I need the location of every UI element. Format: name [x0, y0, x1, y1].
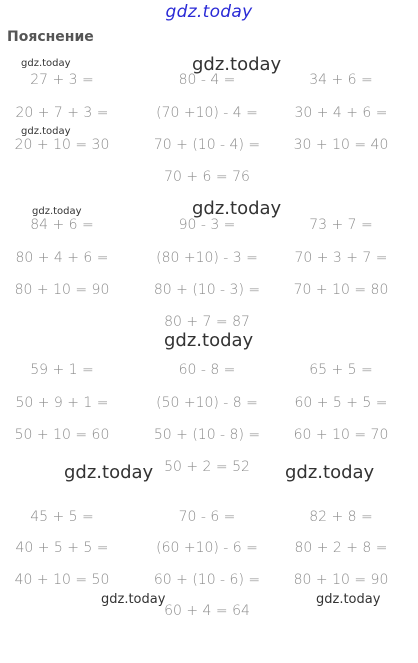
equation: 40 + 10 = 50	[14, 572, 110, 588]
equation: 70 + 10 = 80	[293, 282, 389, 298]
equation: 30 + 4 + 6 =	[294, 105, 388, 121]
equation: 80 + 4 + 6 =	[15, 250, 109, 266]
equation-result: 60 + 4 = 64	[164, 603, 250, 619]
watermark: gdz.today	[164, 330, 254, 351]
equation: 27 + 3 =	[30, 72, 94, 88]
equation: (50 +10) - 8 =	[156, 395, 258, 411]
equation: 60 - 8 =	[178, 362, 236, 378]
equation: 40 + 5 + 5 =	[15, 540, 109, 556]
equation: 90 - 3 =	[178, 217, 236, 233]
equation: 60 + (10 - 6) =	[153, 572, 261, 588]
equation: 50 + 10 = 60	[14, 427, 110, 443]
equation: 60 + 5 + 5 =	[294, 395, 388, 411]
equation: 80 + 10 = 90	[14, 282, 110, 298]
equation: 50 + (10 - 8) =	[153, 427, 261, 443]
equation: 70 + 3 + 7 =	[294, 250, 388, 266]
equation: 84 + 6 =	[30, 217, 94, 233]
equation: 34 + 6 =	[309, 72, 373, 88]
equation: 80 + (10 - 3) =	[153, 282, 261, 298]
equation: (60 +10) - 6 =	[156, 540, 258, 556]
watermark: gdz.today	[32, 206, 82, 217]
equation: 73 + 7 =	[309, 217, 373, 233]
watermark: gdz.today	[21, 126, 71, 137]
equation: 50 + 9 + 1 =	[15, 395, 109, 411]
watermark: gdz.today	[192, 198, 282, 219]
equation: 80 + 2 + 8 =	[294, 540, 388, 556]
page-heading: Пояснение	[7, 29, 94, 45]
equation: 45 + 5 =	[30, 509, 94, 525]
equation: 59 + 1 =	[30, 362, 94, 378]
equation: 70 + (10 - 4) =	[153, 137, 261, 153]
equation-result: 80 + 7 = 87	[164, 314, 250, 330]
watermark: gdz.today	[192, 54, 282, 75]
watermark: gdz.today	[21, 58, 71, 69]
equation: 82 + 8 =	[309, 509, 373, 525]
equation: 30 + 10 = 40	[293, 137, 389, 153]
equation-result: 50 + 2 = 52	[164, 459, 250, 475]
equation: 60 + 10 = 70	[293, 427, 389, 443]
equation: (70 +10) - 4 =	[156, 105, 258, 121]
equation-result: 70 + 6 = 76	[164, 169, 250, 185]
watermark: gdz.today	[101, 592, 166, 607]
equation: 70 - 6 =	[178, 509, 236, 525]
equation: 80 + 10 = 90	[293, 572, 389, 588]
watermark: gdz.today	[316, 592, 381, 607]
equation: (80 +10) - 3 =	[156, 250, 258, 266]
equation: 80 - 4 =	[178, 72, 236, 88]
site-logo[interactable]: gdz.today	[165, 2, 253, 22]
watermark: gdz.today	[285, 462, 375, 483]
equation: 65 + 5 =	[309, 362, 373, 378]
watermark: gdz.today	[64, 462, 154, 483]
equation: 20 + 10 = 30	[14, 137, 110, 153]
equation: 20 + 7 + 3 =	[15, 105, 109, 121]
